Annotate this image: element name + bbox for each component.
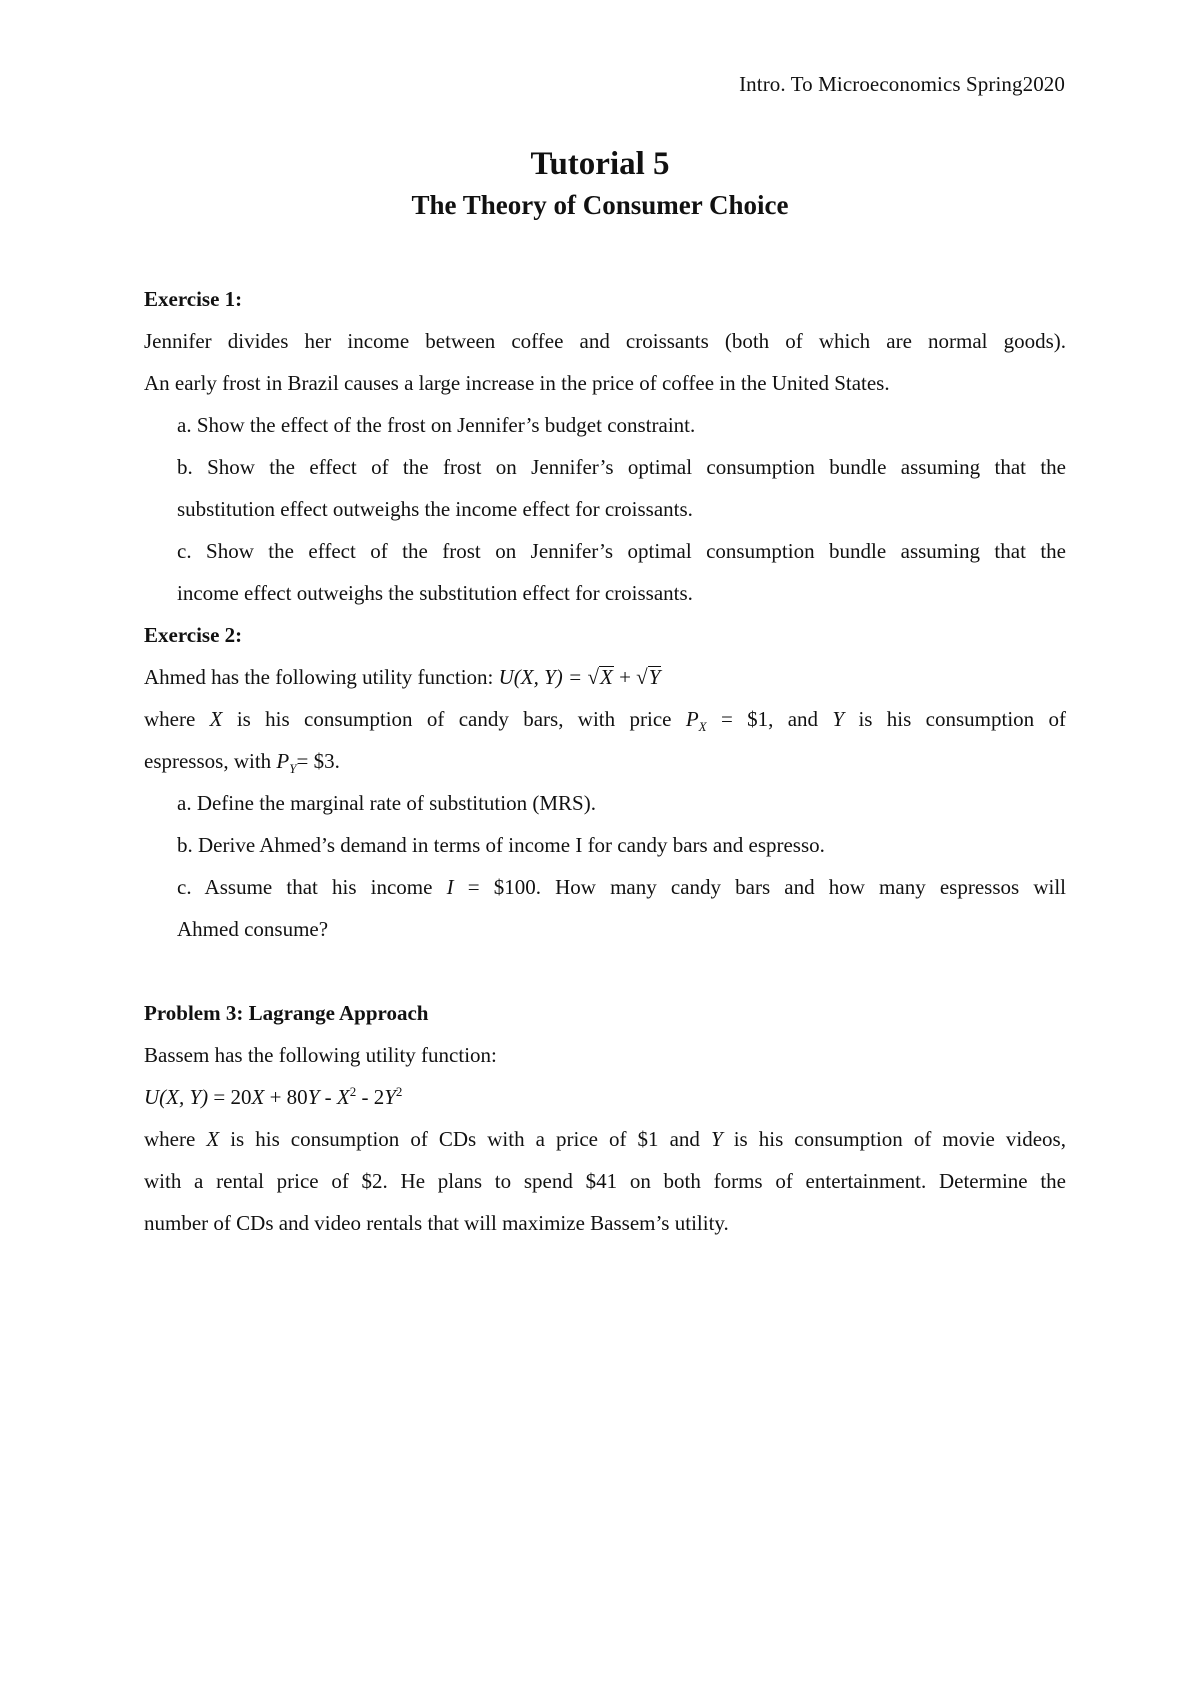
utility-function-lhs: U(X, Y) =	[498, 665, 588, 689]
problem-3-text-line-1: where X is his consumption of CDs with a price of $1 and Y is his consumption of movie videos,	[144, 1127, 1066, 1151]
exercise-1-heading: Exercise 1:	[144, 287, 243, 311]
exercise-2-part-b: b. Derive Ahmed’s demand in terms of income I for candy bars and espresso.	[177, 833, 825, 857]
problem-3-intro: Bassem has the following utility function:	[144, 1043, 497, 1067]
exercise-2-where-line: where X is his consumption of candy bars, with price $P_X$ = $1, and Y is his consumption of	[144, 707, 1066, 735]
exercise-2-part-a: a. Define the marginal rate of substitution (MRS).	[177, 791, 596, 815]
problem-3-text-line-3: number of CDs and video rentals that will maximize Bassem’s utility.	[144, 1211, 729, 1235]
course-header: Intro. To Microeconomics Spring2020	[739, 72, 1065, 96]
exercise-2-utility-line: Ahmed has the following utility function: U(X, Y) = √X + √Y	[144, 656, 1066, 698]
page-subtitle: The Theory of Consumer Choice	[411, 190, 789, 220]
exercise-2-heading: Exercise 2:	[144, 623, 243, 647]
sqrt-y-expression: √Y	[636, 665, 661, 689]
exercise-2-part-c-line-1: c. Assume that his income I = $100. How many candy bars and how many espressos will	[177, 875, 1066, 899]
problem-3-text-line-2: with a rental price of $2. He plans to spend $41 on both forms of entertainment. Determine the	[144, 1169, 1066, 1193]
exercise-1-part-b-line-1: b. Show the effect of the frost on Jennifer’s optimal consumption bundle assuming that the	[177, 455, 1066, 479]
exercise-1-part-b-line-2: substitution effect outweighs the income effect for croissants.	[177, 497, 693, 521]
exercise-2-part-c-line-2: Ahmed consume?	[177, 917, 329, 941]
document-body	[144, 278, 1066, 1244]
exercise-1-text-line-2: An early frost in Brazil causes a large increase in the price of coffee in the United States.	[144, 371, 890, 395]
section-spacer	[144, 950, 1066, 992]
exercise-1-part-c-line-2: income effect outweighs the substitution effect for croissants.	[177, 581, 693, 605]
page-title: Tutorial 5	[530, 146, 670, 182]
problem-3-heading: Problem 3: Lagrange Approach	[144, 1001, 429, 1025]
exercise-1-text-line-1: Jennifer divides her income between coffee and croissants (both of which are normal goods).	[144, 329, 1066, 353]
exercise-2-espresso-line: espressos, with $P_Y=$ $3.	[144, 749, 340, 777]
exercise-1-part-c-line-1: c. Show the effect of the frost on Jennifer’s optimal consumption bundle assuming that the	[177, 539, 1066, 563]
sqrt-x-expression: √X	[587, 665, 613, 689]
exercise-1-part-a: a. Show the effect of the frost on Jennifer’s budget constraint.	[177, 413, 696, 437]
problem-3-utility-function: U(X, $Y) = 20X + 80Y - X^2 - 2Y^2$	[144, 1084, 403, 1109]
